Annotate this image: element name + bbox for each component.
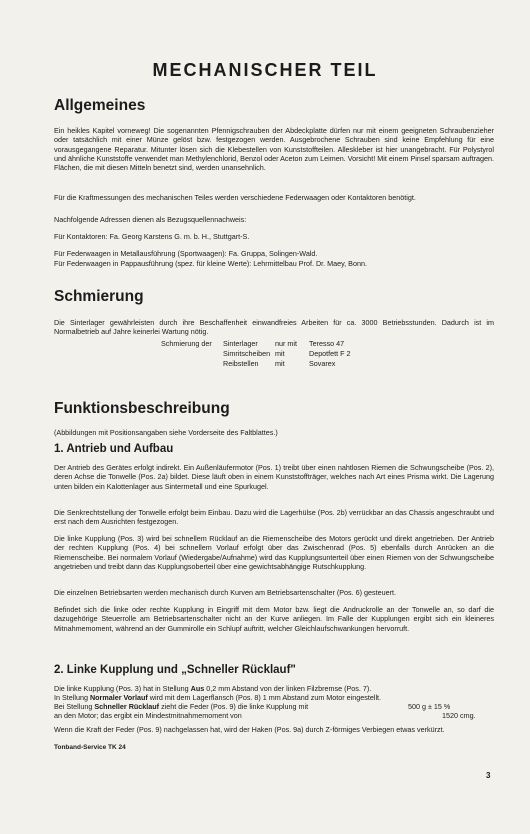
text-run: Bei Stellung — [54, 702, 95, 711]
paragraph-adressen: Nachfolgende Adressen dienen als Bezugsquellennachweis: — [54, 215, 247, 224]
paragraph-sinterlager: Die Sinterlager gewährleisten durch ihre Beschaffenheit einwandfreies Arbeiten für ca. 3000 Betriebsstunden. Dadurch ist im Normalbetrieb auf Jahre keinerlei Wartung nötig. — [54, 318, 494, 337]
lubrication-row — [161, 339, 351, 349]
paragraph-kraftmessungen: Für die Kraftmessungen des mechanischen Teiles werden verschiedene Federwaagen oder Kontaktoren benötigt. — [54, 193, 416, 202]
lubrication-conj: mit — [275, 359, 285, 368]
paragraph-abbildungen-note: (Abbildungen mit Positionsangaben siehe Vorderseite des Faltblattes.) — [54, 428, 278, 437]
footer-service-label: Tonband-Service TK 24 — [54, 744, 126, 751]
paragraph-kontaktoren: Für Kontaktoren: Fa. Georg Karstens G. m. b. H., Stuttgart-S. — [54, 232, 250, 241]
value-federkraft: 500 g ± 15 % — [408, 702, 451, 711]
paragraph-federwaagen-pappe: Für Federwaagen in Pappausführung (spez. für kleine Werte): Lehrmittelbau Prof. Dr. Maey, Bonn. — [54, 259, 367, 268]
lubrication-agent: Depotfett F 2 — [309, 349, 351, 358]
text-run: wird mit dem Lagerflansch (Pos. 8) 1 mm Abstand zum Motor eingestellt. — [147, 693, 382, 702]
heading-antrieb-aufbau: 1. Antrieb und Aufbau — [54, 443, 174, 455]
paragraph-allgemeines-intro: Ein heikles Kapitel vorneweg! Die sogenannten Pfennigschrauben der Abdeckplatte dürfen nur mit einem geeigneten Schraubenzieher oder tatsächlich mit einer Münze gelöst bzw. festgezogen werden. Ausgebrochene Schrauben sind keine Empfehlung für eine vorausgegangene Reparatur. Mitunter lösen sich die Klebestellen von Kunststoffteilen. Alleskleber ist hier unangebracht. Für Polystyrol und ähnliche Kunststoffe verwendet man Methylenchlorid, Benzol oder Aceton zum Leimen. Vorsicht! Mit einem Pinsel sparsam auftragen. Flächen, die mit diesen Mitteln benetzt sind, werden unansehnlich. — [54, 126, 494, 173]
lubrication-row — [161, 349, 351, 359]
paragraph-linke-kupplung-aus — [54, 684, 494, 693]
heading-funktionsbeschreibung: Funktionsbeschreibung — [54, 400, 230, 417]
page-title: MECHANISCHER TEIL — [152, 60, 378, 80]
lubrication-agent: Sovarex — [309, 359, 336, 368]
paragraph-eingriff: Befindet sich die linke oder rechte Kupplung in Eingriff mit dem Motor bzw. liegt die Andruckrolle an der Tonwelle an, so darf die dazugehörige Steuerrolle am Betriebsartenschalter nicht an der Kurve anliegen. Im Falle der Kupplungen ergibt sich ein kleineres Mitnahmemoment, während an der Gummirolle ein Schlupf auftritt, welcher Gleichlaufschwankungen hervorruft. — [54, 605, 494, 633]
paragraph-antrieb: Der Antrieb des Gerätes erfolgt indirekt. Ein Außenläufermotor (Pos. 1) treibt über einen nahtlosen Riemen die Schwungscheibe (Pos. 2), deren Achse die Tonwelle (Pos. 2a) bildet. Diese läuft oben in einem Kunststoffträger, welches nach Art eines Prisma wirkt. Die Lagerung unten bilden ein Kalottenlager aus Sintermetall und eine Spurkugel. — [54, 463, 494, 491]
lubrication-part: Sinterlager — [223, 339, 258, 348]
paragraph-mitnahmemoment: an den Motor; das ergibt ein Mindestmitnahmemoment von — [54, 711, 242, 720]
text-run: Die linke Kupplung (Pos. 3) hat in Stellung — [54, 684, 191, 693]
value-mitnahmemoment: 1520 cmg. — [442, 711, 476, 720]
text-run-bold: Schneller Rücklauf — [94, 702, 160, 711]
lubrication-table — [161, 339, 351, 369]
paragraph-federwaagen-metall: Für Federwaagen in Metallausführung (Sportwaagen): Fa. Gruppa, Solingen-Wald. — [54, 249, 318, 258]
lubrication-agent: Teresso 47 — [309, 339, 345, 348]
lubrication-part: Simritscheiben — [223, 349, 271, 358]
text-run: 0,2 mm Abstand von der linken Filzbremse (Pos. 7). — [204, 684, 372, 693]
paragraph-betriebsarten: Die einzelnen Betriebsarten werden mechanisch durch Kurven am Betriebsartenschalter (Pos. 6) gesteuert. — [54, 588, 396, 597]
lubrication-part: Reibstellen — [223, 359, 259, 368]
lubrication-conj: nur mit — [275, 339, 297, 348]
paragraph-senkrechtstellung: Die Senkrechtstellung der Tonwelle erfolgt beim Einbau. Dazu wird die Lagerhülse (Pos. 2b) verrückbar an das Chassis angeschraubt und erst nach dem Ausrichten festgezogen. — [54, 508, 494, 527]
paragraph-normaler-vorlauf — [54, 693, 494, 702]
page-number: 3 — [486, 771, 491, 780]
text-run: In Stellung — [54, 693, 90, 702]
text-run-bold: Normaler Vorlauf — [89, 693, 148, 702]
text-run-bold: Aus — [190, 684, 205, 693]
paragraph-kupplungen: Die linke Kupplung (Pos. 3) wird bei schnellem Rücklauf an die Riemenscheibe des Motors gerückt und direkt angetrieben. Der Antrieb der rechten Kupplung (Pos. 4) bei schnellem Vorlauf erfolgt über das Zwischenrad (Pos. 5) ebenfalls durch Anrücken an die Riemenscheibe. Bei normalem Vorlauf (Wiedergabe/Aufnahme) wird das Kupplungsunterteil über einen Riemen von der Schwungscheibe angetrieben und treibt dann das Kupplungsoberteil über eine gewichtsabhängige Rutschkupplung. — [54, 534, 494, 571]
text-run: zieht die Feder (Pos. 9) die linke Kupplung mit — [159, 702, 309, 711]
lubrication-conj: mit — [275, 349, 285, 358]
heading-schmierung: Schmierung — [54, 288, 144, 305]
lubrication-row — [161, 359, 351, 369]
heading-allgemeines: Allgemeines — [54, 97, 146, 114]
lubrication-lead: Schmierung der — [161, 339, 212, 348]
heading-linke-kupplung: 2. Linke Kupplung und „Schneller Rücklauf" — [54, 664, 296, 676]
paragraph-haken: Wenn die Kraft der Feder (Pos. 9) nachgelassen hat, wird der Haken (Pos. 9a) durch Z-förmiges Verbiegen etwas verkürzt. — [54, 725, 445, 734]
